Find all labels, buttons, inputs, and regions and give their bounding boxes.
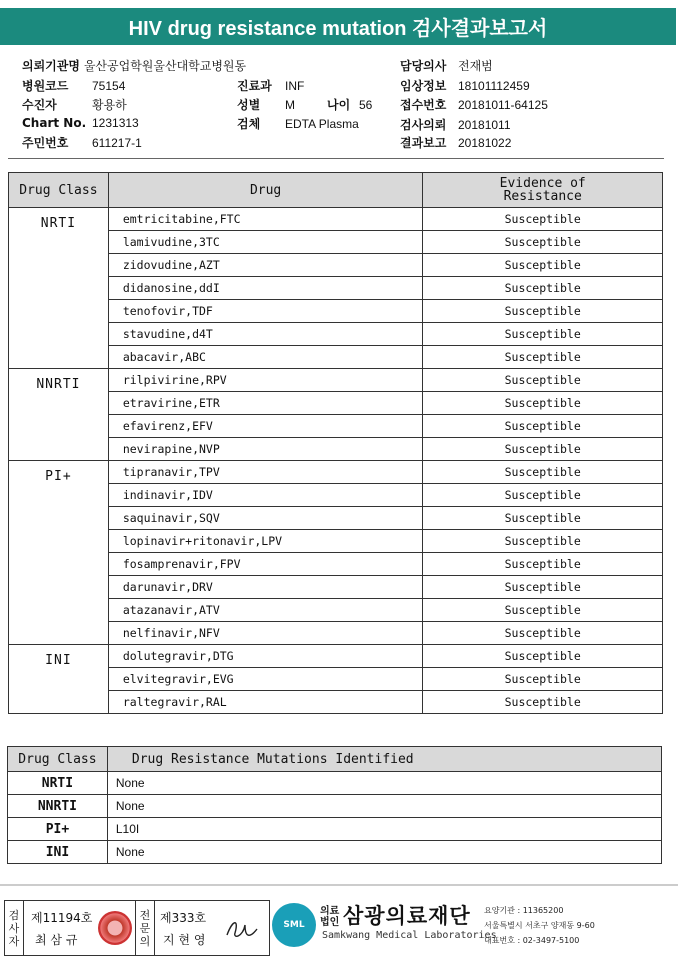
drug-name-cell: tenofovir,TDF: [108, 300, 423, 323]
evidence-cell: Susceptible: [423, 484, 663, 507]
drug-name-cell: stavudine,d4T: [108, 323, 423, 346]
drug-name-cell: lopinavir+ritonavir,LPV: [108, 530, 423, 553]
drug-name-cell: lamivudine,3TC: [108, 231, 423, 254]
org-phone: 대표번호 : 02-3497-5100: [484, 936, 580, 945]
info-request-date: 검사의뢰 20181011: [400, 118, 511, 132]
info-clinical: 임상정보 18101112459: [400, 79, 530, 93]
evidence-cell: Susceptible: [423, 392, 663, 415]
table-row: [8, 795, 662, 818]
drug-name-cell: rilpivirine,RPV: [108, 369, 423, 392]
col-header-mutations: Drug Resistance Mutations Identified: [107, 747, 661, 772]
col-header-evidence: Evidence of Resistance: [423, 173, 663, 208]
drug-name-cell: indinavir,IDV: [108, 484, 423, 507]
info-chart-no: Chart No. 1231313: [22, 116, 139, 130]
report-title: HIV drug resistance mutation 검사결과보고서: [0, 8, 676, 45]
col-header-class: Drug Class: [9, 173, 109, 208]
evidence-cell: Susceptible: [423, 323, 663, 346]
signature: [223, 913, 263, 943]
divider: [8, 158, 664, 159]
info-age: 나이 56: [327, 98, 373, 112]
drug-name-cell: etravirine,ETR: [108, 392, 423, 415]
drug-name-cell: efavirenz,EFV: [108, 415, 423, 438]
drug-name-cell: tipranavir,TPV: [108, 461, 423, 484]
drug-name-cell: abacavir,ABC: [108, 346, 423, 369]
evidence-cell: Susceptible: [423, 622, 663, 645]
evidence-cell: Susceptible: [423, 300, 663, 323]
evidence-cell: Susceptible: [423, 254, 663, 277]
evidence-cell: Susceptible: [423, 599, 663, 622]
org-name: 삼광의료재단: [343, 904, 471, 928]
drug-name-cell: emtricitabine,FTC: [108, 208, 423, 231]
drug-class-cell: INI: [9, 645, 109, 714]
drug-class-cell: NNRTI: [8, 795, 108, 818]
tester-name: 최 삼 규: [35, 933, 78, 947]
mutations-table: [7, 746, 662, 864]
org-prefix: 의료 법인: [320, 906, 340, 928]
drug-name-cell: zidovudine,AZT: [108, 254, 423, 277]
drug-table-body: [9, 208, 663, 714]
tester-label: 검 사 자: [5, 901, 24, 955]
col-header-drug: Drug: [108, 173, 423, 208]
evidence-cell: Susceptible: [423, 507, 663, 530]
tester-number: 제11194호: [31, 911, 93, 925]
org-name-english: Samkwang Medical Laboratories: [322, 930, 497, 941]
drug-name-cell: raltegravir,RAL: [108, 691, 423, 714]
signature-box: [4, 900, 270, 956]
drug-name-cell: fosamprenavir,FPV: [108, 553, 423, 576]
org-code: 요양기관 : 11365200: [484, 906, 564, 915]
drug-name-cell: atazanavir,ATV: [108, 599, 423, 622]
evidence-cell: Susceptible: [423, 277, 663, 300]
drug-name-cell: darunavir,DRV: [108, 576, 423, 599]
mutations-cell: None: [107, 841, 661, 864]
evidence-cell: Susceptible: [423, 369, 663, 392]
info-physician: 담당의사 전재범: [400, 59, 493, 73]
drug-name-cell: dolutegravir,DTG: [108, 645, 423, 668]
info-institution: 의뢰기관명 울산공업학원울산대학교병원동: [22, 59, 247, 73]
official-seal: [98, 911, 132, 945]
col-header-class: Drug Class: [8, 747, 108, 772]
evidence-cell: Susceptible: [423, 461, 663, 484]
info-sex: 성별 M: [237, 98, 295, 112]
info-patient: 수진자 황용하: [22, 98, 127, 112]
info-specimen: 검체 EDTA Plasma: [237, 117, 359, 131]
footer-divider: [0, 884, 678, 886]
info-resident-no: 주민번호 611217-1: [22, 136, 142, 150]
org-address: 서울특별시 서초구 양재동 9-60: [484, 921, 595, 930]
mutations-cell: L10I: [107, 818, 661, 841]
evidence-cell: Susceptible: [423, 645, 663, 668]
info-hospital-code: 병원코드 75154: [22, 79, 126, 93]
evidence-cell: Susceptible: [423, 415, 663, 438]
mutations-table-body: [8, 772, 662, 864]
evidence-cell: Susceptible: [423, 231, 663, 254]
drug-name-cell: nevirapine,NVP: [108, 438, 423, 461]
table-row: [9, 461, 663, 484]
info-report-date: 결과보고 20181022: [400, 136, 512, 150]
drug-name-cell: saquinavir,SQV: [108, 507, 423, 530]
table-row: [8, 772, 662, 795]
specialist-label: 전 문 의: [135, 901, 155, 955]
evidence-cell: Susceptible: [423, 530, 663, 553]
evidence-cell: Susceptible: [423, 668, 663, 691]
drug-class-cell: INI: [8, 841, 108, 864]
evidence-cell: Susceptible: [423, 208, 663, 231]
table-row: [9, 645, 663, 668]
info-label: 의뢰기관명: [22, 59, 80, 73]
evidence-cell: Susceptible: [423, 691, 663, 714]
drug-class-cell: PI+: [8, 818, 108, 841]
drug-class-cell: NRTI: [8, 772, 108, 795]
drug-class-cell: NRTI: [9, 208, 109, 369]
evidence-cell: Susceptible: [423, 576, 663, 599]
info-accession: 접수번호 20181011-64125: [400, 98, 548, 112]
drug-resistance-table: [8, 172, 663, 714]
evidence-cell: Susceptible: [423, 346, 663, 369]
table-row: [9, 369, 663, 392]
table-row: [8, 841, 662, 864]
table-row: [9, 208, 663, 231]
org-logo: SML: [272, 903, 316, 947]
mutations-cell: None: [107, 772, 661, 795]
specialist-number: 제333호: [160, 911, 207, 925]
specialist-name: 지 현 영: [163, 933, 206, 947]
drug-name-cell: nelfinavir,NFV: [108, 622, 423, 645]
table-row: [8, 818, 662, 841]
evidence-cell: Susceptible: [423, 438, 663, 461]
drug-name-cell: elvitegravir,EVG: [108, 668, 423, 691]
info-dept: 진료과 INF: [237, 79, 305, 93]
mutations-cell: None: [107, 795, 661, 818]
drug-class-cell: NNRTI: [9, 369, 109, 461]
evidence-cell: Susceptible: [423, 553, 663, 576]
drug-class-cell: PI+: [9, 461, 109, 645]
drug-name-cell: didanosine,ddI: [108, 277, 423, 300]
